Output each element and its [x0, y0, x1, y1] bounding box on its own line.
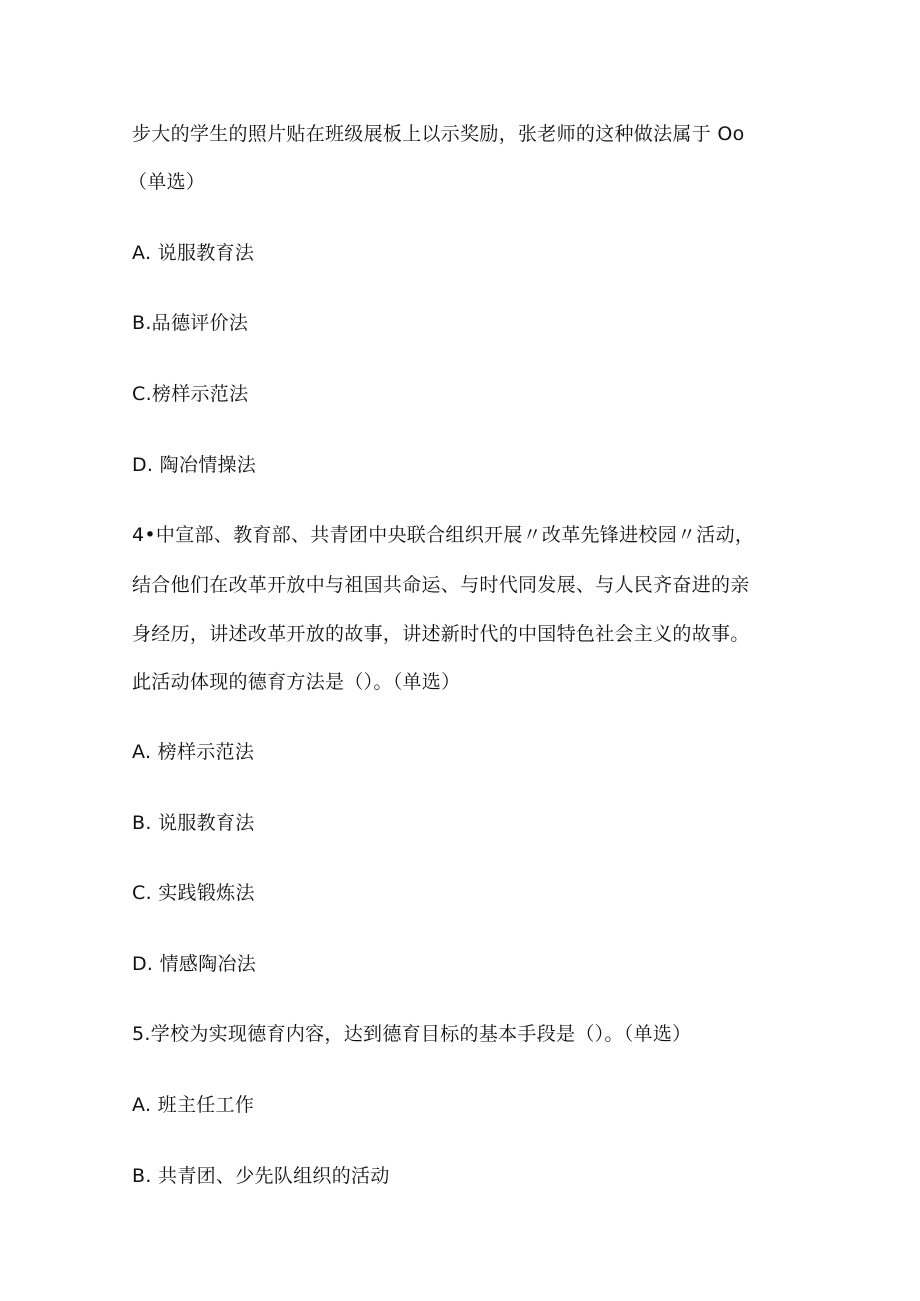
q4-stem-line-2: 结合他们在改革开放中与祖国共命运、与时代同发展、与人民齐奋进的亲	[132, 574, 750, 596]
q4-stem-line-1: 4•中宣部、教育部、共青团中央联合组织开展〃改革先锋进校园〃活动，	[132, 524, 755, 546]
q5-stem-line-1: 5.学校为实现德育内容，达到德育目标的基本手段是（）。（单选）	[132, 1023, 692, 1045]
q3-option-c: C.榜样示范法	[132, 383, 249, 405]
q4-stem-line-4: 此活动体现的德育方法是（）。（单选）	[132, 671, 461, 693]
q4-stem-line-3: 身经历，讲述改革开放的故事，讲述新时代的中国特色社会主义的故事。	[132, 623, 750, 645]
q3-option-a: A. 说服教育法	[132, 242, 255, 264]
q5-option-b: B. 共青团、少先队组织的活动	[132, 1165, 390, 1187]
q3-option-b: B.品德评价法	[132, 312, 249, 334]
q3-option-d: D. 陶冶情操法	[132, 454, 257, 476]
q3-stem-line-2: （单选）	[128, 171, 206, 193]
q4-option-d: D. 情感陶冶法	[132, 953, 257, 975]
q4-option-c: C. 实践锻炼法	[132, 882, 255, 904]
q4-option-b: B. 说服教育法	[132, 812, 255, 834]
q5-option-a: A. 班主任工作	[132, 1094, 255, 1116]
q4-option-a: A. 榜样示范法	[132, 741, 255, 763]
q3-stem-line-1: 步大的学生的照片贴在班级展板上以示奖励，张老师的这种做法属于 Oo	[132, 123, 745, 145]
